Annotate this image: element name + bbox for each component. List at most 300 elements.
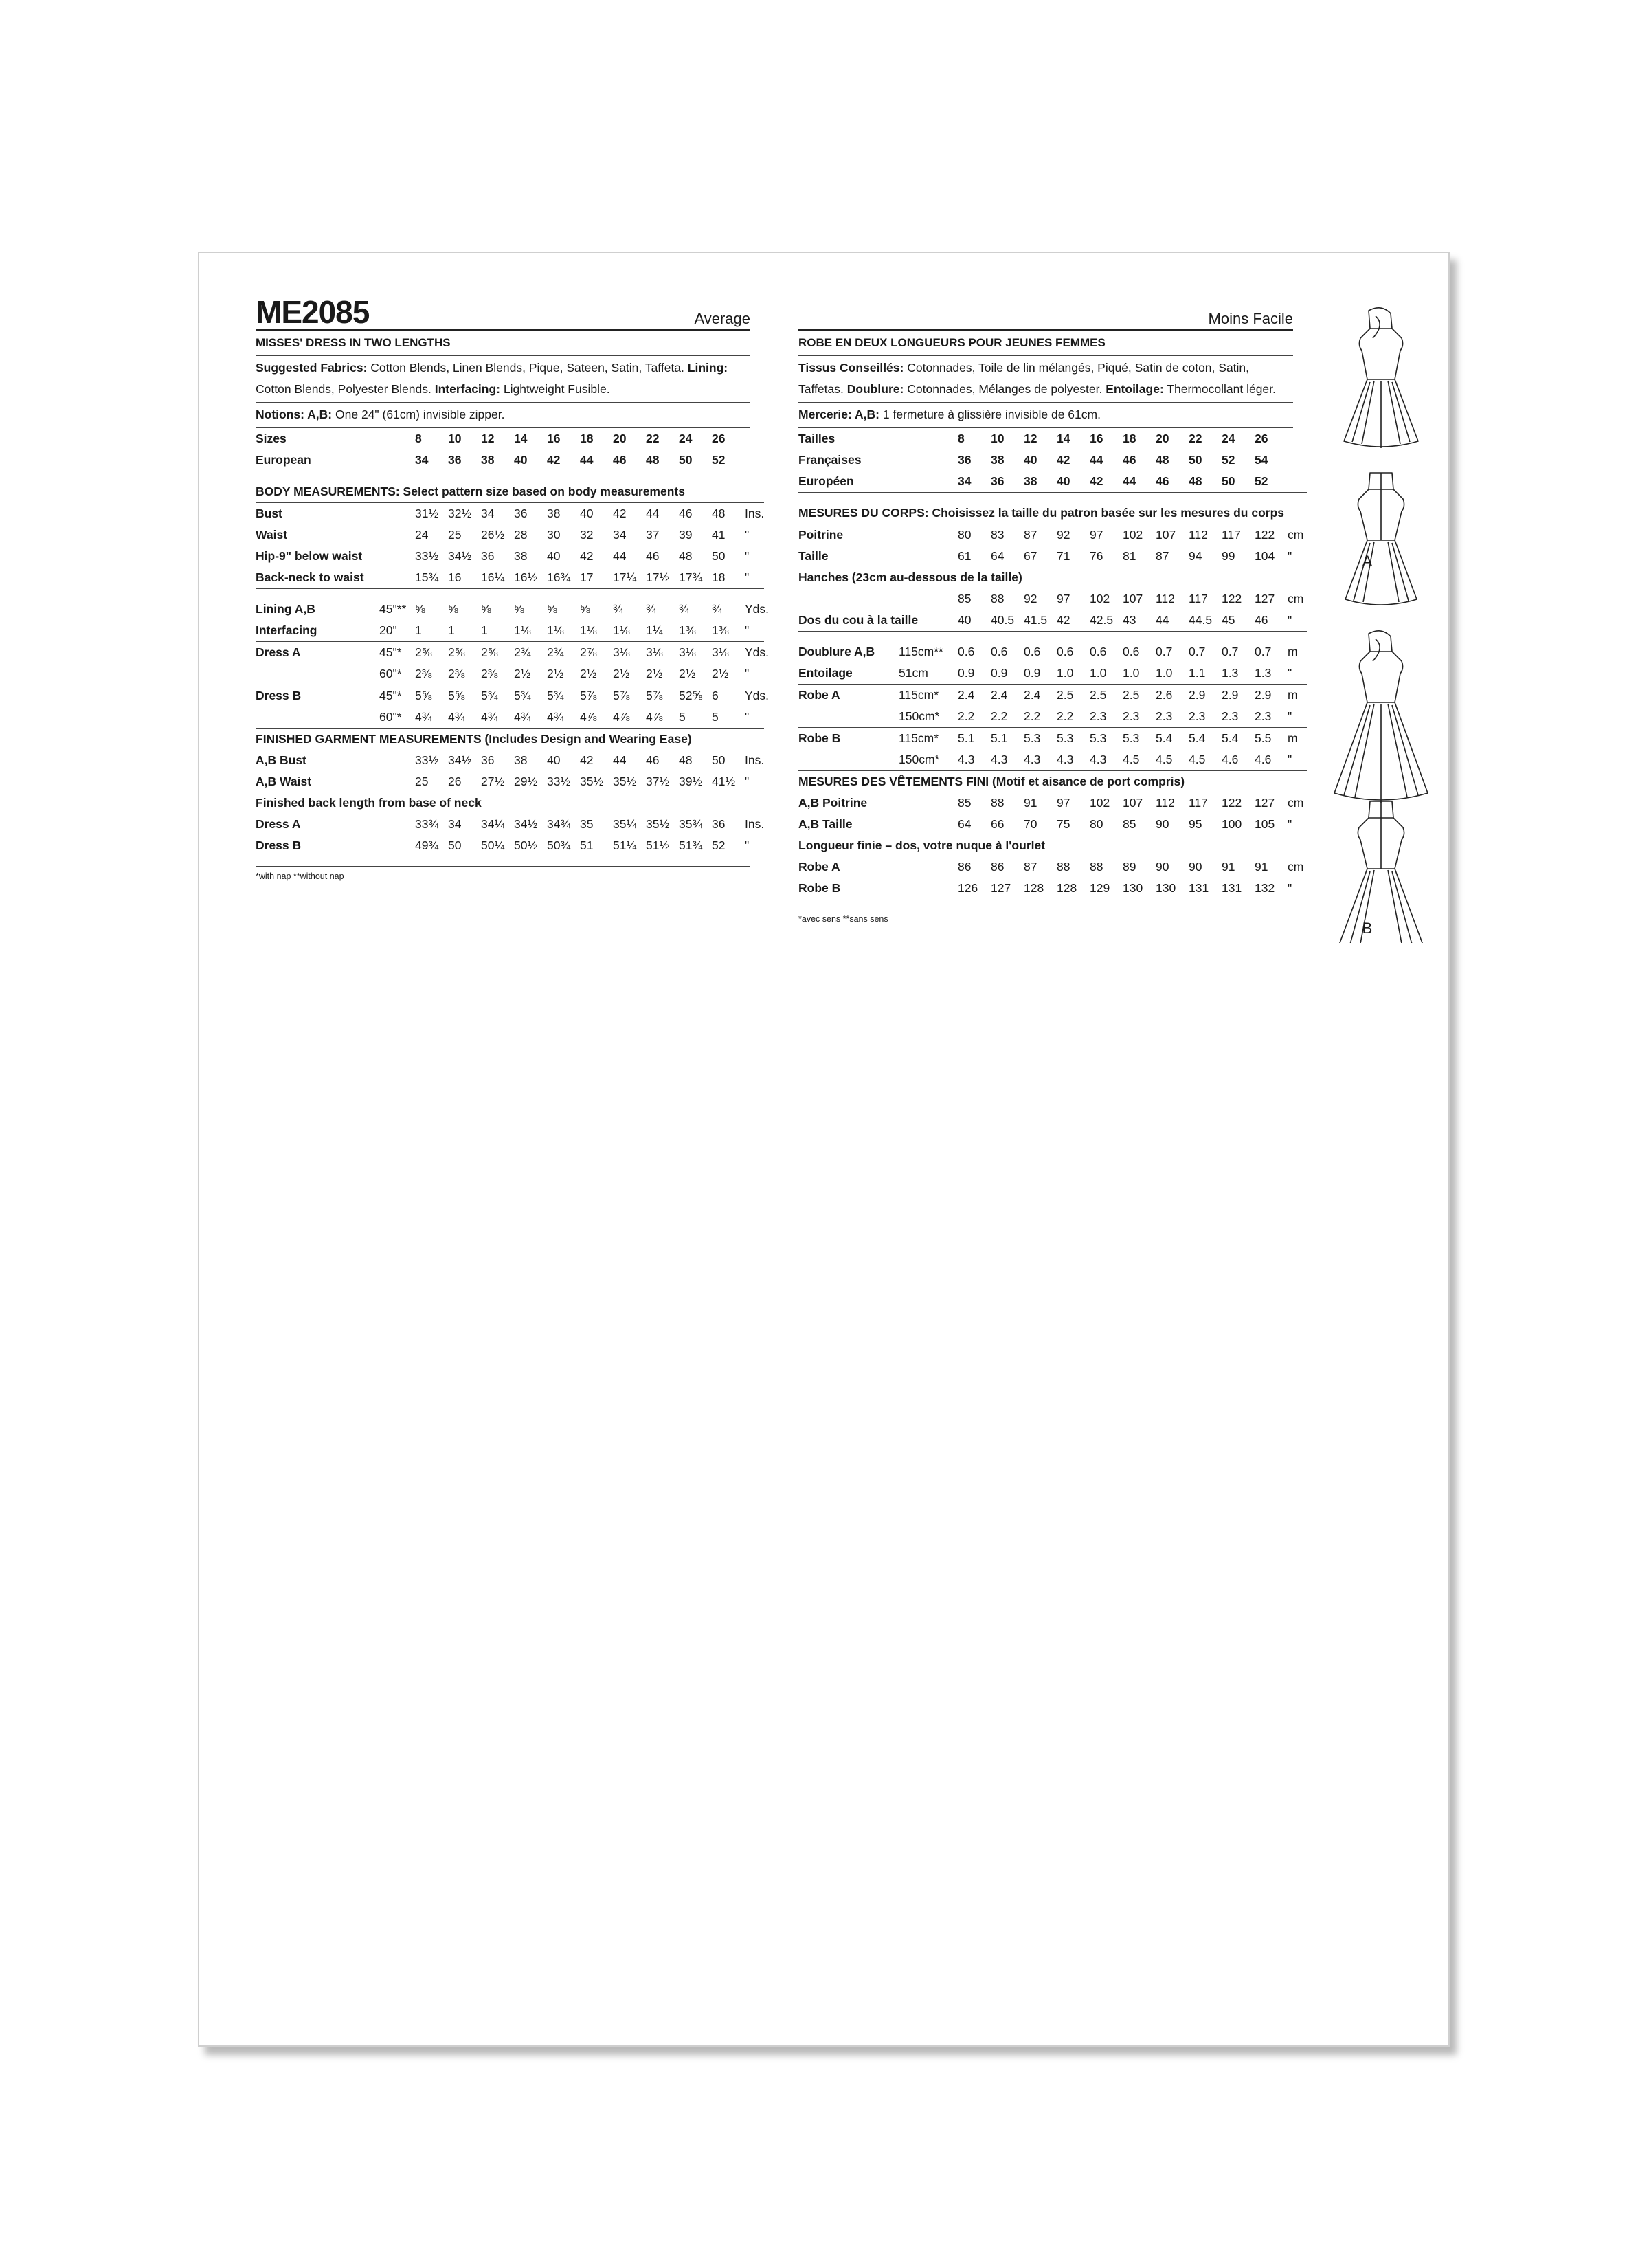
value-cell: 30 [547,528,561,542]
unit-cell: " [1288,749,1307,771]
value-cell: 1.3 [1222,663,1255,685]
unit-cell: " [1288,706,1307,728]
spacer-cell [256,589,764,599]
value-cell: 2.9 [1255,688,1272,702]
row-label [256,663,379,685]
value-cell: 48 [1189,471,1222,493]
table-spacer [798,493,1307,503]
unit-cell: Ins. [745,507,765,520]
table-row [256,685,764,707]
value-cell: 2½ [547,663,580,685]
row-label: A,B Bust [256,753,306,767]
table-row [256,503,764,525]
value-cell: 5⅞ [580,689,597,702]
lining-label: Lining: [687,361,728,375]
value-cell: 126 [958,881,978,895]
measurement-table-fr [798,428,1307,909]
value-cell: 2⅜ [448,663,481,685]
value-cell: 40.5 [991,610,1024,632]
value-cell: 1⅜ [712,620,745,642]
unit-cell: " [745,663,764,685]
value-cell: 5¾ [547,689,564,702]
value-cell: 32½ [448,507,472,520]
unit-cell: m [1288,688,1298,702]
table-row [798,792,1307,814]
fabric-width [899,428,958,449]
value-cell: 48 [712,507,726,520]
fabric-width: 45"** [379,602,407,616]
value-cell: 36 [712,817,726,831]
value-cell: 44.5 [1189,610,1222,632]
fabrics-paragraph-en [256,356,750,403]
fabric-width [379,449,415,471]
value-cell: 51½ [646,838,670,852]
section-title-row [798,771,1307,793]
value-cell: 4.5 [1189,749,1222,771]
row-label: Tailles [798,432,835,445]
fabric-width: 45"* [379,645,402,659]
fabric-width [899,471,958,493]
value-cell: 2½ [712,663,745,685]
value-cell: 112 [1189,528,1208,542]
value-cell: 122 [1222,592,1242,605]
value-cell: 22 [1189,432,1202,445]
value-cell: 90 [1156,817,1169,831]
value-cell: 2.2 [991,706,1024,728]
value-cell: 48 [679,549,693,563]
value-cell: 2⅜ [481,663,514,685]
value-cell: 16 [547,432,561,445]
fabric-width: 150cm* [899,749,958,771]
value-cell: 132 [1255,881,1275,895]
value-cell: 52 [1222,453,1235,467]
value-cell: ¾ [712,602,722,616]
fabric-width: 115cm* [899,688,939,702]
fabric-width [379,524,415,546]
value-cell: 42 [1057,610,1090,632]
value-cell: 25 [415,775,429,788]
unit-cell: Yds. [745,602,770,616]
value-cell: 41.5 [1024,610,1057,632]
value-cell: 3⅛ [679,645,696,659]
value-cell: 4¾ [547,707,580,729]
value-cell: 22 [646,432,660,445]
value-cell: 91 [1024,796,1037,810]
table-row [256,428,764,449]
value-cell: 12 [481,432,495,445]
value-cell: 36 [514,507,528,520]
table-row [256,546,764,567]
value-cell: 1.1 [1189,663,1222,685]
value-cell: 34¾ [547,817,571,831]
value-cell: 91 [1255,860,1268,874]
value-cell: 1.0 [1090,663,1123,685]
value-cell: 39½ [679,775,703,788]
value-cell: 10 [448,432,462,445]
section-title: BODY MEASUREMENTS: Select pattern size based on body measurements [256,481,764,503]
value-cell: 17¾ [679,567,712,589]
value-cell: 131 [1189,881,1209,895]
value-cell: 16¾ [547,567,580,589]
fabric-width [899,814,958,835]
fabric-width: 20" [379,620,415,642]
fabrics-label: Tissus Conseillés: [798,361,904,375]
value-cell: 131 [1222,881,1242,895]
value-cell: 5.4 [1156,731,1173,745]
row-label: Hip-9" below waist [256,549,363,563]
value-cell: 2.5 [1090,688,1107,702]
unit-cell: " [745,620,764,642]
fabric-width [899,546,958,567]
value-cell: 4.3 [958,749,991,771]
value-cell: 50 [712,549,726,563]
fabric-width: 60"* [379,663,415,685]
fabrics-paragraph-fr [798,356,1293,403]
unit-cell: Ins. [745,817,765,831]
value-cell: 40 [514,449,547,471]
difficulty-level-fr: Moins Facile [1208,310,1293,327]
row-label: Hanches (23cm au-dessous de la taille) [798,570,1022,584]
value-cell: 4.6 [1222,749,1255,771]
value-cell: 38 [514,549,528,563]
unit-cell: cm [1288,592,1304,605]
fabric-width: 60"* [379,707,415,729]
value-cell: 8 [415,432,422,445]
english-column [256,294,770,883]
table-row [256,771,764,792]
value-cell: 27½ [481,775,505,788]
value-cell: 107 [1123,592,1143,605]
value-cell: 16 [1090,432,1103,445]
value-cell: 42 [613,507,627,520]
value-cell: ¾ [646,602,656,616]
unit-cell [745,428,764,449]
header-en [256,294,750,331]
value-cell: 48 [646,449,679,471]
value-cell: 50 [712,753,726,767]
value-cell: 54 [1255,453,1268,467]
pattern-sheet [198,252,1450,2047]
fabrics-text: Cotton Blends, Linen Blends, Pique, Sateen, Satin, Taffeta. [370,361,684,375]
table-row [798,856,1307,878]
value-cell: 5.3 [1090,731,1107,745]
row-label: Taille [798,549,829,563]
value-cell: 117 [1189,592,1208,605]
value-cell: 71 [1057,549,1070,563]
value-cell: 112 [1156,796,1175,810]
value-cell: 2⅝ [448,645,465,659]
fabric-width [379,771,415,792]
value-cell: 2.9 [1222,688,1239,702]
value-cell: 36 [481,549,495,563]
unit-cell [1288,428,1307,449]
lining-label: Doublure: [846,382,904,396]
value-cell: 5.3 [1123,731,1140,745]
value-cell: 1¼ [646,620,679,642]
garment-title-en: MISSES' DRESS IN TWO LENGTHS [256,331,750,356]
value-cell: 4⅞ [613,707,646,729]
value-cell: 38 [547,507,561,520]
table-row [798,610,1307,632]
value-cell: 102 [1090,796,1110,810]
value-cell: 117 [1189,796,1208,810]
value-cell: 2¾ [547,645,564,659]
value-cell: 2¾ [514,645,531,659]
value-cell: 0.6 [1057,645,1074,658]
value-cell: 2½ [580,663,613,685]
value-cell: 40 [958,610,991,632]
value-cell: 5⅝ [415,689,432,702]
value-cell: 46 [646,549,660,563]
value-cell: 86 [991,860,1005,874]
value-cell: 88 [1090,860,1103,874]
table-spacer [256,856,764,866]
garment-title-fr: ROBE EN DEUX LONGUEURS POUR JEUNES FEMMES [798,331,1293,356]
value-cell: 17 [580,567,613,589]
value-cell: 104 [1255,549,1275,563]
value-cell: 43 [1123,610,1156,632]
value-cell: 2.6 [1156,688,1173,702]
value-cell: 33¾ [415,817,439,831]
illustration-label-b: B [1362,920,1373,937]
section-title-row [256,729,764,751]
section-title: Finished back length from base of neck [256,796,482,810]
value-cell: 99 [1222,549,1235,563]
value-cell: 4¾ [448,707,481,729]
interfacing-text: Thermocollant léger. [1167,382,1276,396]
value-cell: 46 [613,449,646,471]
table-row [256,620,764,642]
value-cell: 0.7 [1255,645,1272,658]
value-cell: 2.3 [1090,706,1123,728]
fabric-width [379,567,415,589]
value-cell: 92 [1057,528,1070,542]
value-cell: 50 [1222,471,1255,493]
value-cell: 37 [646,528,660,542]
unit-cell: " [1288,610,1307,632]
value-cell: 0.9 [991,663,1024,685]
value-cell: 5⅝ [448,689,465,702]
row-label: Dress A [256,645,301,659]
value-cell: 94 [1189,549,1202,563]
value-cell: ¾ [613,602,623,616]
table-spacer [256,589,764,599]
unit-cell: " [1288,817,1292,831]
value-cell: 1⅛ [580,620,613,642]
value-cell: 31½ [415,507,439,520]
row-label [256,707,379,729]
section-title: FINISHED GARMENT MEASUREMENTS (Includes Design and Wearing Ease) [256,732,692,746]
value-cell: 2.4 [1024,688,1041,702]
fabric-width: 150cm* [899,706,958,728]
value-cell: 14 [1057,432,1070,445]
value-cell: 89 [1123,860,1136,874]
value-cell: 32 [580,528,594,542]
value-cell: 16½ [514,567,547,589]
row-label: Poitrine [798,528,844,542]
value-cell: 50½ [514,838,538,852]
value-cell: 50 [679,449,712,471]
value-cell: 122 [1255,528,1275,542]
table-row [256,750,764,771]
value-cell: 44 [1123,471,1156,493]
fabric-width [899,878,958,899]
value-cell: 3⅛ [646,645,663,659]
table-row [256,449,764,471]
garment-illustrations [1319,297,1443,943]
row-label: A,B Taille [798,817,853,831]
header-fr [798,298,1293,331]
fabric-width [379,835,415,856]
value-cell: 64 [991,549,1005,563]
value-cell: 5.4 [1222,731,1239,745]
value-cell: 17¼ [613,567,646,589]
footnote-en: *with nap **without nap [256,866,750,883]
value-cell: 18 [712,567,745,589]
value-cell: 127 [1255,592,1275,605]
value-cell: 4⅞ [646,707,679,729]
row-label: Entoilage [798,663,899,685]
value-cell: 67 [1024,549,1037,563]
value-cell: 8 [958,432,965,445]
value-cell: 33½ [415,549,439,563]
value-cell: 16¼ [481,567,514,589]
value-cell: 51¼ [613,838,637,852]
value-cell: 85 [958,796,972,810]
section-title-row [798,835,1307,856]
row-label [798,749,899,771]
fabric-width [379,503,415,525]
value-cell: 35½ [646,817,670,831]
row-label: Interfacing [256,620,379,642]
unit-cell [745,449,764,471]
unit-cell: m [1288,645,1298,658]
value-cell: 90 [1156,860,1169,874]
value-cell: 83 [991,528,1005,542]
row-label: Robe B [798,731,841,745]
value-cell: 5 [679,707,712,729]
section-title: MESURES DU CORPS: Choisissez la taille du patron basée sur les mesures du corps [798,502,1307,524]
value-cell: 102 [1123,528,1143,542]
value-cell: 3⅛ [712,645,729,659]
value-cell: ⅝ [580,602,590,616]
table-row [798,878,1307,899]
value-cell: 3⅛ [613,645,630,659]
row-label: Bust [256,507,282,520]
value-cell: 0.7 [1189,645,1206,658]
value-cell: 64 [958,817,972,831]
value-cell: 5.3 [1057,731,1074,745]
value-cell: 4⅞ [580,707,613,729]
value-cell: 52 [712,449,745,471]
row-label [798,706,899,728]
value-cell: 26 [448,775,462,788]
unit-cell: Yds. [745,689,770,702]
value-cell: 90 [1189,860,1202,874]
dress-a-front-sketch [1344,308,1418,448]
value-cell: 1⅛ [547,620,580,642]
value-cell: 33½ [547,775,571,788]
value-cell: 4.3 [991,749,1024,771]
value-cell: 52 [712,838,726,852]
value-cell: 129 [1090,881,1110,895]
value-cell: 80 [1090,817,1103,831]
value-cell: 0.9 [958,663,991,685]
value-cell: 86 [958,860,972,874]
value-cell: 38 [991,453,1005,467]
value-cell: 5⅞ [613,689,630,702]
value-cell: 46 [646,753,660,767]
value-cell: 34 [448,817,462,831]
value-cell: 52⅝ [679,689,703,702]
unit-cell: Ins. [745,753,765,767]
row-label: Françaises [798,453,862,467]
value-cell: 5¾ [514,689,531,702]
value-cell: 38 [514,753,528,767]
value-cell: 46 [1156,471,1189,493]
value-cell: 2½ [514,663,547,685]
value-cell: 17½ [646,567,679,589]
value-cell: 36 [991,471,1024,493]
unit-cell: " [1288,663,1307,685]
table-spacer [798,632,1307,642]
value-cell: 38 [481,449,514,471]
dress-b-front-sketch [1334,631,1428,803]
value-cell: 35 [580,817,594,831]
value-cell: 5.3 [1024,731,1041,745]
value-cell: 1⅛ [613,620,646,642]
value-cell: 2½ [679,663,712,685]
interfacing-label: Entoilage: [1106,382,1164,396]
table-row [798,567,1307,588]
value-cell: 88 [991,796,1005,810]
value-cell: 40 [580,507,594,520]
value-cell: 2⅝ [481,645,498,659]
value-cell: 100 [1222,817,1242,831]
row-label: Dress A [256,817,301,831]
value-cell: 42 [1057,453,1070,467]
value-cell: 112 [1156,592,1175,605]
pattern-code: ME2085 [256,294,370,330]
notions-label: Mercerie: A,B: [798,408,879,421]
table-row [256,707,764,729]
value-cell: 5⅞ [646,689,663,702]
notions-paragraph-en [256,403,750,428]
row-label: Dos du cou à la taille [798,610,899,632]
value-cell: 2.3 [1189,706,1222,728]
unit-cell: " [745,549,750,563]
value-cell: 1.3 [1255,663,1288,685]
value-cell: 40 [1057,471,1090,493]
row-label: A,B Poitrine [798,796,868,810]
unit-cell [1288,449,1307,471]
value-cell: 2.4 [991,688,1008,702]
value-cell: 1.0 [1057,663,1090,685]
spacer-cell [798,493,1307,503]
row-label: A,B Waist [256,775,312,788]
unit-cell [1288,471,1307,493]
dress-a-back-sketch [1345,473,1417,605]
value-cell: 4.5 [1156,749,1189,771]
value-cell: 18 [580,432,594,445]
value-cell: 4.3 [1024,749,1057,771]
row-label: Dress B [256,838,302,852]
table-row [798,428,1307,449]
unit-cell: " [745,775,750,788]
table-row [798,641,1307,663]
value-cell: 1 [448,620,481,642]
table-row [798,663,1307,685]
